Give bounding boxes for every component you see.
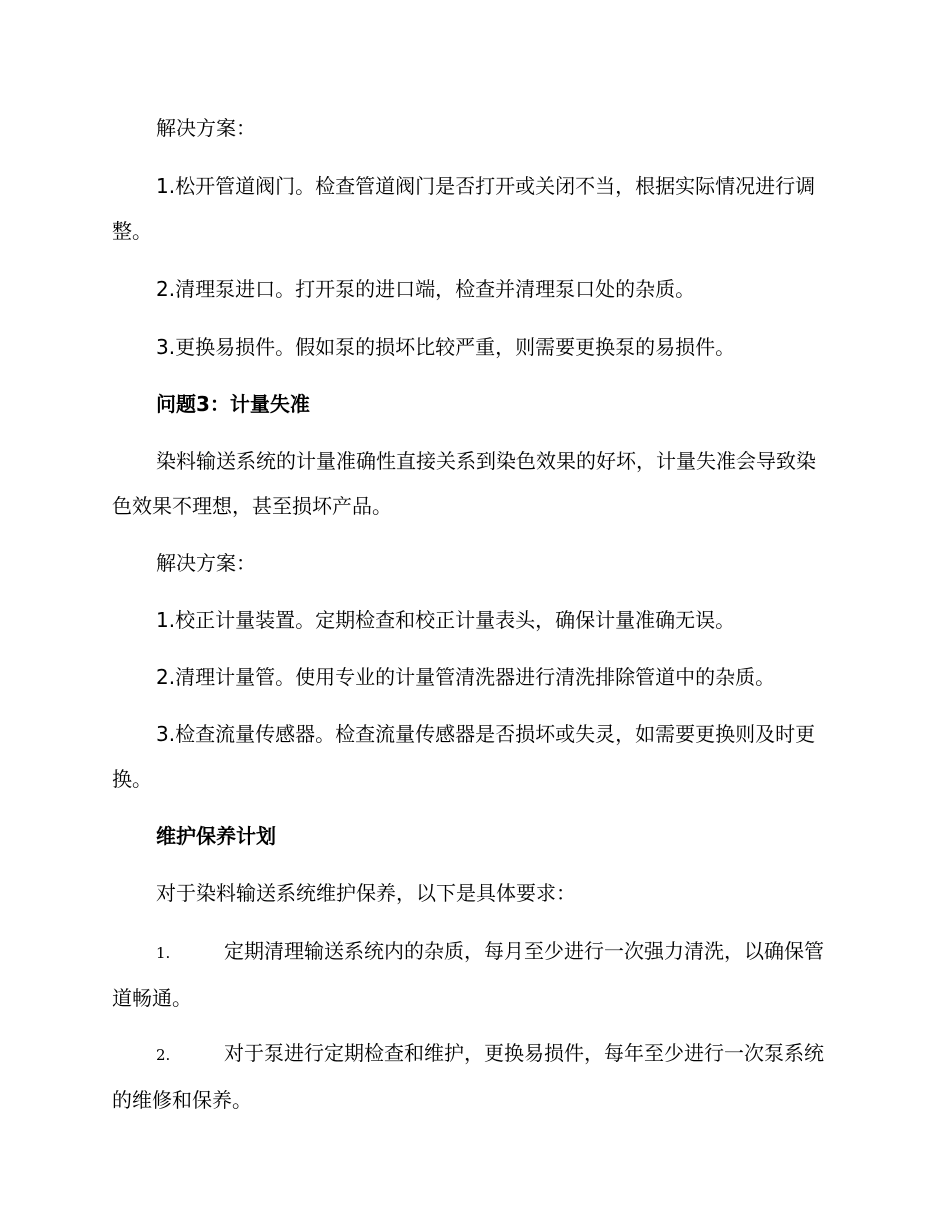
maintenance-plan-heading: 维护保养计划 (156, 824, 276, 848)
maintenance-item-1 (112, 929, 832, 1021)
list-text: 对于泵进行定期检查和维护，更换易损件，每年至少进行一次泵系统的维修和保养。 (112, 1041, 824, 1112)
solution-heading-2: 解决方案： (156, 551, 256, 575)
solution-item-2: 2.清理泵进口。打开泵的进口端，检查并清理泵口处的杂质。 (156, 277, 696, 301)
solution-item-6: 3.检查流量传感器。检查流量传感器是否损坏或失灵，如需要更换则及时更换。 (112, 722, 816, 791)
solution-heading-1: 解决方案： (156, 116, 256, 140)
list-text: 定期清理输送系统内的杂质，每月至少进行一次强力清洗，以确保管道畅通。 (112, 939, 824, 1010)
solution-item-4: 1.校正计量装置。定期检查和校正计量表头，确保计量准确无误。 (156, 608, 736, 632)
list-number: 2. (156, 1046, 171, 1064)
list-number: 1. (156, 944, 171, 962)
solution-item-5: 2.清理计量管。使用专业的计量管清洗器进行清洗排除管道中的杂质。 (156, 665, 776, 689)
maintenance-item-2 (112, 1031, 832, 1123)
maintenance-intro: 对于染料输送系统维护保养，以下是具体要求： (156, 881, 576, 905)
problem-3-heading: 问题3：计量失准 (156, 392, 310, 416)
solution-item-3: 3.更换易损件。假如泵的损坏比较严重，则需要更换泵的易损件。 (156, 335, 736, 359)
solution-item-1: 1.松开管道阀门。检查管道阀门是否打开或关闭不当，根据实际情况进行调整。 (112, 174, 816, 243)
problem-3-description: 染料输送系统的计量准确性直接关系到染色效果的好坏，计量失准会导致染色效果不理想，甚至损坏产品。 (112, 449, 816, 518)
